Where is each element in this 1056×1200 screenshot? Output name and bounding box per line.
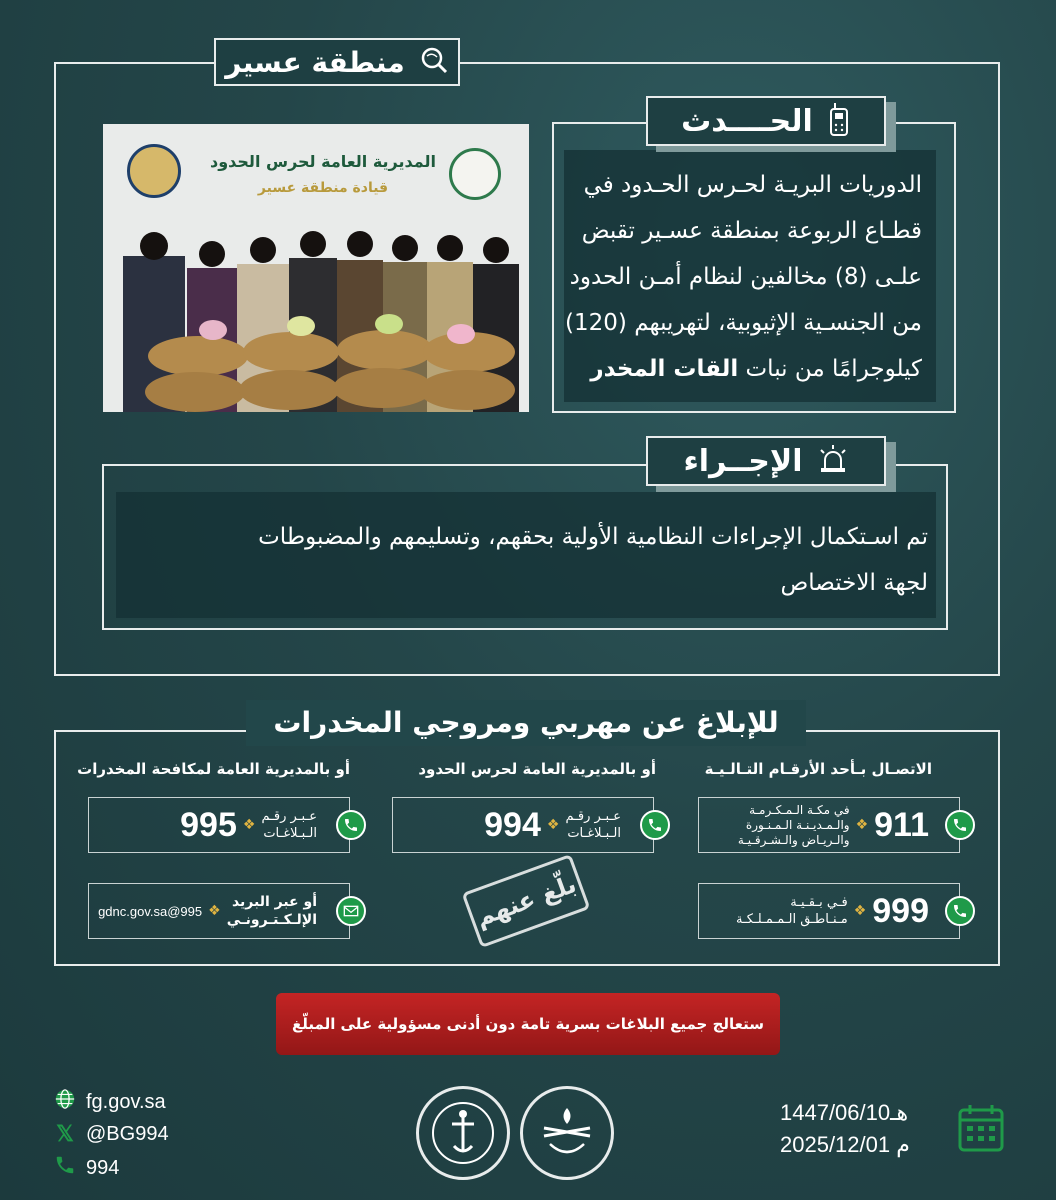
event-line-5 [566,346,922,392]
procedure-title: الإجــراء [683,443,803,479]
contact-999-desc [736,894,848,928]
border-guard-logo [416,1086,510,1180]
event-line-2: قطـاع الربوعة بمنطقة عسـير تقبض [581,218,922,244]
contact-994-box[interactable] [392,797,654,853]
contact-911-desc [738,803,850,848]
saudi-emblem-icon [449,148,501,200]
contact-995-line-2: الـبـلاغـات [263,826,317,841]
email-address[interactable]: 995@gdnc.gov.sa [98,903,203,919]
event-text [566,162,922,392]
region-title-box [214,38,460,86]
email-icon[interactable] [336,896,366,926]
contact-995-line-1: عـبـر رقـم [261,809,317,824]
contact-994-line-1: عـبـر رقـم [565,809,621,824]
photo-banner-title: المديرية العامة لحرس الحدود [210,152,436,171]
event-line-5-bold: القات المخدر [590,356,739,382]
event-line-4: من الجنسـية الإثيوبية، لتهريبهم (120) [565,310,922,336]
contact-994-desc [565,808,621,842]
phone-link[interactable] [54,1154,119,1182]
phone-icon[interactable] [336,810,366,840]
procedure-line-2: لجهة الاختصاص [780,570,928,596]
number-911: 911 [874,805,929,844]
phone-icon[interactable] [945,810,975,840]
contact-999-line-1: فـي بـقـيـة [790,895,848,910]
event-line-5-prefix: كيلوجرامًا من نبات [745,356,922,382]
confidential-bar [276,993,780,1055]
x-handle-text: @BG994 [86,1122,169,1145]
siren-icon [817,444,849,478]
report-title: للإبلاغ عن مهربي ومروجي المخدرات [273,706,779,739]
arrow-icon: ❖ [208,903,221,919]
contact-995-desc [261,808,317,842]
x-logo-icon: 𝕏 [56,1121,74,1146]
event-title: الحــــدث [681,103,813,139]
suspects-image [103,224,529,412]
phone-icon[interactable] [945,896,975,926]
event-line-3: علـى (8) مخالفين لنظام أمـن الحدود [569,264,922,290]
date-gregorian: 2025/12/01 م [780,1132,910,1157]
website-link[interactable] [54,1088,166,1116]
procedure-text [120,514,928,606]
contact-911-box[interactable] [698,797,960,853]
contact-911-line-3: والـريـاض والـشـرقـيـة [737,832,850,847]
procedure-title-box [646,436,886,486]
contact-999-line-2: مـنـاطـق الـمـمـلـكـة [736,912,848,927]
arrow-icon: ❖ [853,903,867,919]
photo [103,124,529,412]
x-handle-link[interactable] [54,1121,169,1147]
contact-911-line-2: والـمـديـنـة الـمـنـورة [745,817,850,832]
contact-994-line-2: الـبـلاغـات [567,826,621,841]
walkie-talkie-icon [827,101,851,141]
calendar-icon [958,1104,1004,1156]
website-text: fg.gov.sa [86,1090,166,1113]
col-right-title: الاتصـال بـأحد الأرقـام التـالـيـة [704,760,932,778]
arrow-icon: ❖ [855,817,869,833]
phone-icon [54,1154,76,1182]
phone-text: 994 [86,1156,120,1179]
arrow-icon: ❖ [242,817,256,833]
phone-icon[interactable] [640,810,670,840]
event-title-box [646,96,886,146]
event-line-1: الدوريات البريـة لحـرس الحـدود في [583,172,922,198]
contact-email-box[interactable] [88,883,350,939]
number-994: 994 [484,805,541,844]
col-mid-title: أو بالمديرية العامة لحرس الحدود [418,760,656,778]
contact-email-line-2: الإلـكـتـرونـي [226,912,317,928]
contact-911-line-1: في مكـة الـمـكـرمـة [749,802,850,817]
date-hijri: 1447/06/10هـ [780,1100,909,1125]
col-left-title: أو بالمديرية العامة لمكافحة المخدرات [77,760,350,778]
contact-email-desc [227,893,317,929]
globe-icon [54,1088,76,1116]
number-995: 995 [180,805,237,844]
ministry-logo [520,1086,614,1180]
confidential-text: ستعالج جميع البلاغات بسرية تامة دون أدنى مسؤولية على المبلّغ [292,1015,764,1033]
arrow-icon: ❖ [546,817,560,833]
photo-banner-subtitle: قيادة منطقة عسير [257,180,389,196]
stamp-text: بلّغ عنهم [472,869,580,933]
contact-999-box[interactable] [698,883,960,939]
number-999: 999 [872,891,929,930]
search-map-icon [419,45,449,79]
border-guard-emblem-icon [127,144,181,198]
procedure-line-1: تم اسـتكمال الإجراءات النظامية الأولية بحقهم، وتسليمهم والمضبوطات [258,524,928,550]
region-title: منطقة عسير [225,45,405,79]
contact-995-box[interactable] [88,797,350,853]
contact-email-line-1: أو عبر البريد [231,894,317,910]
